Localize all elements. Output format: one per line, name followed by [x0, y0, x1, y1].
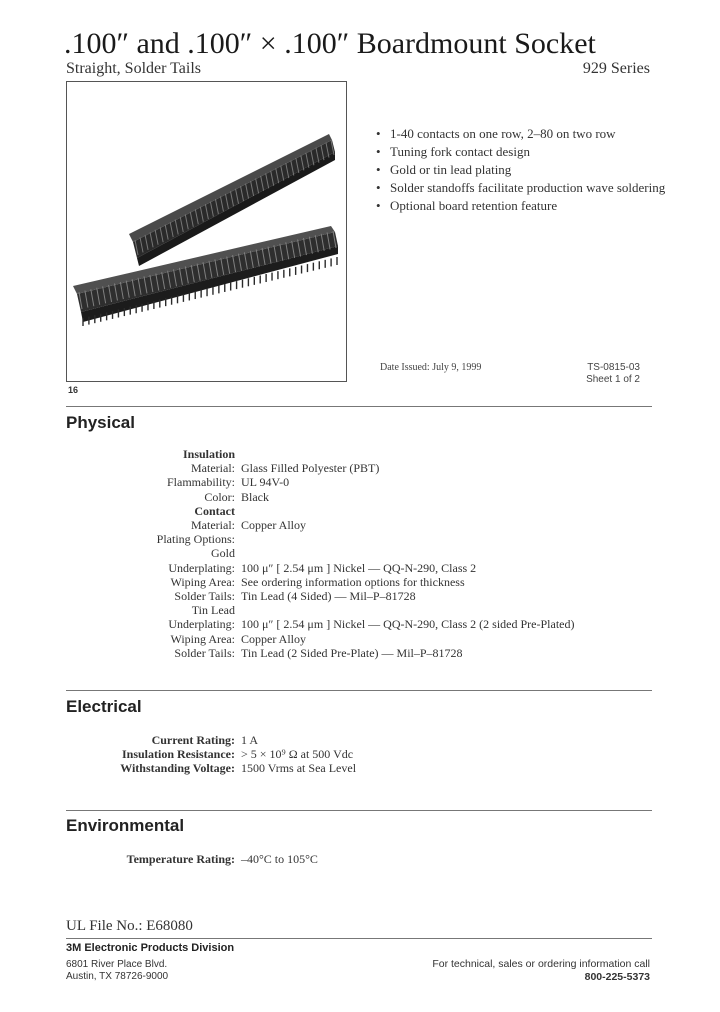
spec-label: Wiping Area:: [170, 574, 235, 589]
spec-label: Flammability:: [167, 475, 235, 490]
environmental-spec-table: [66, 852, 652, 866]
divider: [66, 810, 652, 811]
spec-row: [66, 490, 652, 504]
spec-value: Tin Lead (4 Sided) — Mil–P–81728: [241, 589, 416, 604]
address-line: Austin, TX 78726-9000: [66, 971, 169, 982]
spec-value: [235, 546, 241, 560]
spec-row: [66, 504, 652, 518]
spec-label: Underplating:: [168, 560, 235, 575]
address: [66, 959, 168, 983]
page-subtitle: Straight, Solder Tails: [66, 60, 202, 77]
ts-number: TS-0815-03: [587, 362, 640, 373]
spec-row: [66, 546, 652, 560]
physical-spec-table: [66, 447, 652, 660]
spec-value: Glass Filled Polyester (PBT): [241, 461, 380, 476]
spec-label: Solder Tails:: [174, 645, 235, 660]
feature-list: [376, 125, 666, 215]
feature-item: • Gold or tin lead plating: [376, 161, 666, 179]
page-title: .100″ and .100″ × .100″ Boardmount Socket: [64, 27, 596, 60]
spec-value: UL 94V-0: [241, 475, 290, 490]
spec-label: Wiping Area:: [170, 631, 235, 646]
feature-item: • Tuning fork contact design: [376, 143, 666, 161]
spec-value: [235, 447, 241, 461]
spec-row: [66, 632, 652, 646]
spec-value: –40°C to 105°C: [241, 852, 318, 866]
spec-label: Insulation: [182, 447, 235, 461]
address-line: 6801 River Place Blvd.: [66, 959, 168, 970]
product-photo: [66, 81, 347, 382]
spec-row: [66, 852, 652, 866]
spec-label: Withstanding Voltage:: [120, 761, 235, 776]
series-label: 929 Series: [582, 60, 650, 77]
section-heading-physical: Physical: [66, 413, 135, 432]
spec-row: [66, 575, 652, 589]
divider: [66, 406, 652, 407]
section-heading-electrical: Electrical: [66, 697, 142, 716]
single-row-socket: [73, 226, 338, 326]
socket-illustration: [67, 82, 346, 381]
spec-value: 1500 Vrms at Sea Level: [241, 761, 357, 776]
spec-row: [66, 518, 652, 532]
spec-label: Material:: [191, 461, 235, 476]
spec-label: Current Rating:: [151, 733, 235, 747]
spec-row: [66, 461, 652, 475]
spec-row: [66, 532, 652, 546]
spec-label: Material:: [191, 518, 235, 533]
spec-label: Color:: [204, 489, 235, 504]
spec-row: [66, 617, 652, 631]
page-number: 16: [68, 385, 79, 395]
spec-row: [66, 561, 652, 575]
spec-row: [66, 747, 652, 761]
spec-value: [235, 532, 241, 546]
section-heading-environmental: Environmental: [66, 816, 185, 835]
spec-label: Underplating:: [168, 617, 235, 632]
date-issued: Date Issued: July 9, 1999: [380, 362, 482, 373]
spec-value: See ordering information options for thickness: [241, 574, 465, 589]
sheet-number: Sheet 1 of 2: [586, 374, 640, 385]
spec-label: Contact: [194, 503, 235, 518]
spec-row: [66, 761, 652, 775]
spec-label: Plating Options:: [156, 532, 235, 547]
spec-row: [66, 475, 652, 489]
spec-label: Insulation Resistance:: [121, 747, 235, 762]
spec-value: 100 μ″ [ 2.54 μm ] Nickel — QQ-N-290, Class 2: [241, 560, 477, 575]
spec-row: [66, 603, 652, 617]
spec-value: Copper Alloy: [241, 518, 306, 533]
divider: [66, 690, 652, 691]
contact-info: [432, 958, 650, 984]
contact-text: For technical, sales or ordering information call: [432, 958, 650, 970]
ul-file-number: UL File No.: E68080: [66, 918, 193, 934]
spec-row: [66, 589, 652, 603]
spec-label: Solder Tails:: [174, 589, 235, 604]
divider: [66, 938, 652, 939]
document-id: [586, 362, 640, 386]
spec-value: Copper Alloy: [241, 631, 306, 646]
spec-value: > 5 × 10⁹ Ω at 500 Vdc: [241, 747, 354, 762]
phone-number: 800-225-5373: [584, 971, 650, 983]
spec-label: Gold: [211, 546, 235, 561]
spec-label: Tin Lead: [191, 603, 235, 618]
spec-row: [66, 447, 652, 461]
spec-value: [235, 603, 241, 617]
spec-label: Temperature Rating:: [126, 852, 235, 866]
feature-item: • Optional board retention feature: [376, 197, 666, 215]
spec-value: Black: [241, 489, 269, 504]
spec-value: Tin Lead (2 Sided Pre-Plate) — Mil–P–81728: [241, 645, 463, 660]
division-name: 3M Electronic Products Division: [66, 942, 235, 954]
spec-row: [66, 646, 652, 660]
spec-value: 1 A: [241, 733, 259, 747]
electrical-spec-table: [66, 733, 652, 776]
spec-row: [66, 733, 652, 747]
feature-item: • Solder standoffs facilitate production wave soldering: [376, 179, 666, 197]
spec-value: [235, 504, 241, 518]
feature-item: • 1-40 contacts on one row, 2–80 on two row: [376, 125, 666, 143]
spec-value: 100 μ″ [ 2.54 μm ] Nickel — QQ-N-290, Class 2 (2 sided Pre-Plated): [241, 617, 575, 632]
